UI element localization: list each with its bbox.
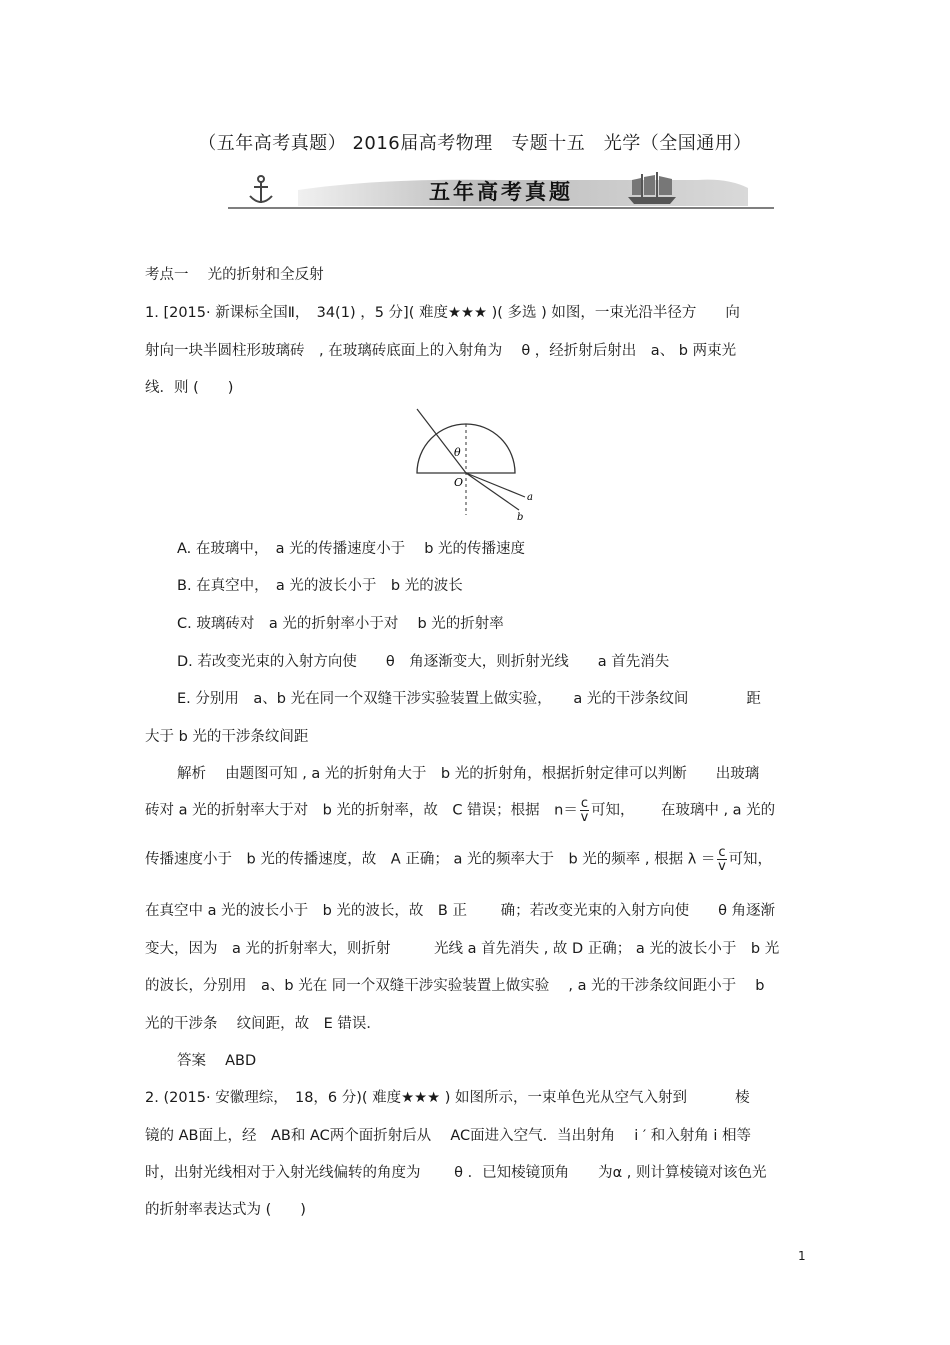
fig-theta-label: θ	[454, 446, 461, 459]
banner	[228, 170, 774, 212]
analysis-line-2a: 砖对 a 光的折射率大于对 b 光的折射率，故 C 错误；根据 n＝	[145, 802, 578, 819]
analysis-line-4: 在真空中 a 光的波长小于 b 光的波长，故 B 正 确；若改变光束的入射方向使 θ 角逐渐	[145, 903, 776, 919]
fig-a-label: a	[527, 492, 533, 503]
q2-line-2: 镜的 AB面上，经 AB和 AC两个面折射后从 AC面进入空气．当出射角 i ′ 和入射角 i 相等	[145, 1128, 752, 1144]
section-heading: 考点一 光的折射和全反射	[145, 267, 324, 283]
q1-figure	[395, 405, 555, 523]
fraction-c-over-v-2: $\frac{c}{v}$	[718, 845, 726, 874]
fig-o-label: O	[454, 476, 464, 489]
answer: 答案 ABD	[177, 1053, 257, 1069]
analysis-line-6: 的波长，分别用 a、b 光在 同一个双缝干涉实验装置上做实验 , a 光的干涉条纹间距小于 b	[145, 978, 765, 994]
q1-option-e-cont: 大于 b 光的干涉条纹间距	[145, 729, 309, 745]
q1-line-2: 射向一块半圆柱形玻璃砖 , 在玻璃砖底面上的入射角为 θ ，经折射后射出 a、 b 两束光	[145, 343, 737, 359]
q1-option-c: C. 玻璃砖对 a 光的折射率小于对 b 光的折射率	[177, 616, 504, 632]
q1-option-a: A. 在玻璃中， a 光的传播速度小于 b 光的传播速度	[177, 541, 526, 557]
q2-line-1: 2. (2015· 安徽理综， 18，6 分)( 难度★★★ ) 如图所示，一束单色光从空气入射到 棱	[145, 1090, 750, 1106]
q1-option-b: B. 在真空中， a 光的波长小于 b 光的波长	[177, 578, 463, 594]
page-title: （五年高考真题） 2016届高考物理 专题十五 光学（全国通用）	[198, 133, 752, 154]
page-number: 1	[798, 1249, 806, 1263]
analysis-line-3	[145, 846, 772, 873]
q1-option-e: E. 分别用 a、b 光在同一个双缝干涉实验装置上做实验， a 光的干涉条纹间 距	[177, 691, 761, 707]
q1-line-3: 线．则 ( )	[145, 380, 234, 396]
fraction-c-over-v: $\frac{c}{v}$	[580, 796, 589, 825]
analysis-line-3a: 传播速度小于 b 光的传播速度，故 A 正确； a 光的频率大于 b 光的频率 , 根据 λ ＝	[145, 851, 716, 868]
q1-option-d: D. 若改变光束的入射方向使 θ 角逐渐变大，则折射光线 a 首先消失	[177, 654, 670, 670]
q2-line-4: 的折射率表达式为 ( )	[145, 1202, 306, 1218]
q2-line-3: 时，出射光线相对于入射光线偏转的角度为 θ ．已知棱镜顶角 为α , 则计算棱镜对该色光	[145, 1165, 767, 1181]
analysis-line-1: 解析 由题图可知 , a 光的折射角大于 b 光的折射角，根据折射定律可以判断 出玻璃	[177, 766, 760, 782]
analysis-line-3b: 可知，	[728, 851, 773, 868]
analysis-line-5: 变大，因为 a 光的折射率大，则折射 光线 a 首先消失 , 故 D 正确； a 光的波长小于 b 光	[145, 941, 780, 957]
analysis-line-2	[145, 797, 775, 824]
analysis-line-7: 光的干涉条 纹间距，故 E 错误．	[145, 1016, 381, 1032]
fig-b-label: b	[517, 512, 524, 523]
q1-line-1: 1. [2015· 新课标全国Ⅱ， 34(1) ，5 分]( 难度★★★ )( 多选 ) 如图，一束光沿半径方 向	[145, 305, 740, 321]
banner-title: 五年高考真题	[429, 180, 573, 204]
analysis-line-2b: 可知， 在玻璃中 , a 光的	[591, 802, 776, 819]
